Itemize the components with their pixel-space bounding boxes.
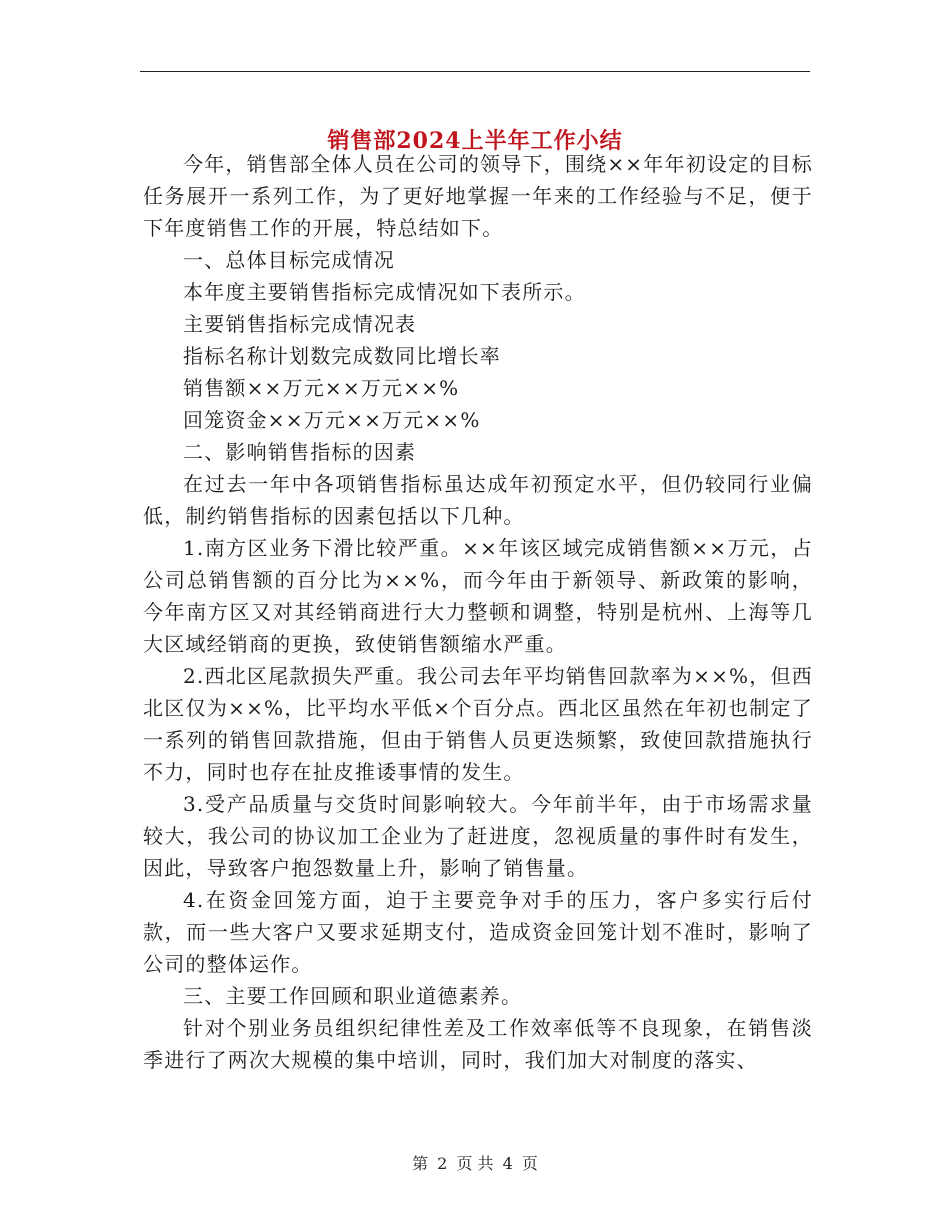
table-caption: 主要销售指标完成情况表 [183,312,417,336]
current-page-number: 2 [437,1154,448,1173]
paragraph: 在过去一年中各项销售指标虽达成年初预定水平，但仍较同行业偏低，制约销售指标的因素包括以下几种。 [143,472,813,528]
list-item-4: 4.在资金回笼方面，迫于主要竞争对手的压力，客户多实行后付款，而一些大客户又要求延期支付，造成资金回笼计划不准时，影响了公司的整体运作。 [143,888,813,976]
footer-suffix: 页 [521,1154,538,1173]
intro-paragraph: 今年，销售部全体人员在公司的领导下，围绕××年年初设定的目标任务展开一系列工作，为了更好地掌握一年来的工作经验与不足，便于下年度销售工作的开展，特总结如下。 [143,152,813,240]
list-item-3: 3.受产品质量与交货时间影响较大。今年前半年，由于市场需求量较大，我公司的协议加工企业为了赶进度，忽视质量的事件时有发生，因此，导致客户抱怨数量上升，影响了销售量。 [143,792,813,880]
list-item-1: 1.南方区业务下滑比较严重。××年该区域完成销售额××万元，占公司总销售额的百分比为××%，而今年由于新领导、新政策的影响，今年南方区又对其经销商进行大力整顿和调整，特别是杭州、上海等几大区域经销商的更换，致使销售额缩水严重。 [143,536,813,656]
page-footer [0,1152,950,1176]
table-row-collection: 回笼资金××万元××万元××% [183,408,481,432]
section-heading-1: 一、总体目标完成情况 [183,248,395,272]
footer-middle: 页 共 [456,1154,494,1173]
table-header-row: 指标名称计划数完成数同比增长率 [183,344,501,368]
paragraph: 针对个别业务员组织纪律性差及工作效率低等不良现象，在销售淡季进行了两次大规模的集中培训，同时，我们加大对制度的落实、 [143,1016,813,1072]
section-heading-2: 二、影响销售指标的因素 [183,440,417,464]
document-body [143,148,813,1076]
footer-prefix: 第 [412,1154,429,1173]
paragraph: 本年度主要销售指标完成情况如下表所示。 [183,280,586,304]
list-item-2: 2.西北区尾款损失严重。我公司去年平均销售回款率为××%，但西北区仅为××%，比平均水平低×个百分点。西北区虽然在年初也制定了一系列的销售回款措施，但由于销售人员更迭频繁，致使回款措施执行不力，同时也存在扯皮推诿事情的发生。 [143,664,813,784]
total-page-count: 4 [502,1154,513,1173]
section-heading-3: 三、主要工作回顾和职业道德素养。 [183,984,523,1008]
table-row-sales: 销售额××万元××万元××% [183,376,460,400]
header-rule [140,71,810,72]
document-title: 销售部2024上半年工作小结 [327,127,623,154]
